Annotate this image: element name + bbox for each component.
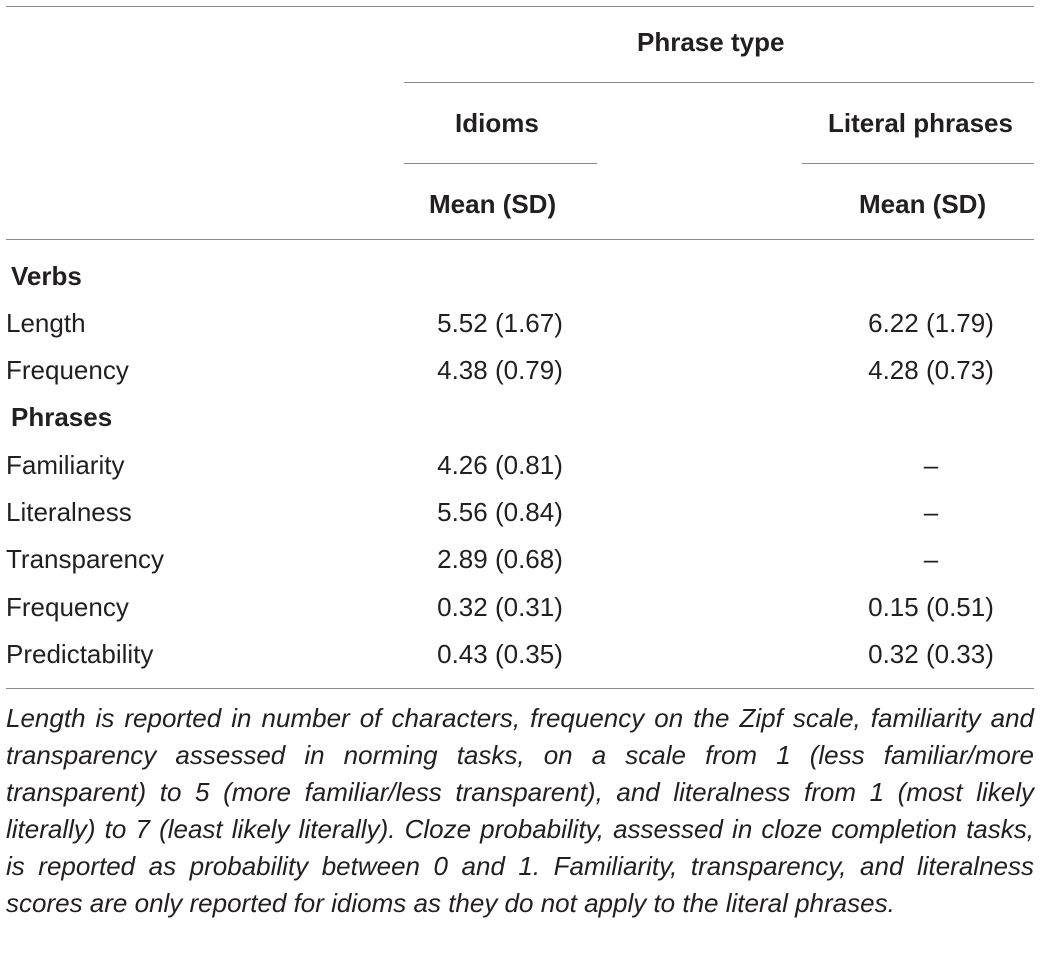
table-bottom-rule — [6, 688, 1034, 689]
row-label: Frequency — [6, 592, 129, 622]
idioms-value: 5.56 (0.84) — [437, 497, 563, 527]
idioms-header: Idioms — [455, 108, 539, 138]
literal-mean-sd-header: Mean (SD) — [859, 189, 987, 219]
top-rule — [6, 6, 1034, 7]
table-footnote: Length is reported in number of characters, frequency on the Zipf scale, familiarity and transparency assessed in norming tasks, on a scale from 1 (less familiar/more transparent) to 5 (more familiar/less transparent), and literalness from 1 (most likely literally) to 7 (least likely literally). Cloze probability, assessed in cloze completion tasks, is reported as probability between 0 and 1. Familiarity, transparency, and literalness scores are only reported for idioms as they do not apply to the literal phrases. — [6, 703, 1034, 918]
row-label: Frequency — [6, 355, 129, 385]
literal-value: 4.28 (0.73) — [868, 355, 994, 385]
phrase-type-header: Phrase type — [637, 27, 785, 57]
idioms-value: 2.89 (0.68) — [437, 544, 563, 574]
row-label: Predictability — [6, 639, 154, 669]
header-bottom-rule — [6, 239, 1034, 240]
idioms-value: 0.32 (0.31) — [437, 592, 563, 622]
literal-value: – — [923, 450, 939, 480]
idioms-value: 0.43 (0.35) — [437, 639, 563, 669]
row-label: Transparency — [6, 544, 164, 574]
row-label: Literalness — [6, 497, 132, 527]
idioms-value: 4.38 (0.79) — [437, 355, 563, 385]
idioms-value: 4.26 (0.81) — [437, 450, 563, 480]
group-header-rule — [404, 82, 1034, 83]
literal-value: 0.32 (0.33) — [868, 639, 994, 669]
row-label: Familiarity — [6, 450, 125, 480]
section-title-verbs: Verbs — [11, 261, 82, 291]
literal-value: 0.15 (0.51) — [868, 592, 994, 622]
literal-phrases-header: Literal phrases — [828, 108, 1013, 138]
row-label: Length — [6, 308, 86, 338]
idioms-mean-sd-header: Mean (SD) — [429, 189, 557, 219]
idioms-value: 5.52 (1.67) — [437, 308, 563, 338]
idioms-header-rule — [404, 163, 597, 164]
literal-value: – — [923, 544, 939, 574]
section-title-phrases: Phrases — [11, 402, 113, 432]
literal-value: 6.22 (1.79) — [868, 308, 994, 338]
literal-header-rule — [802, 163, 1034, 164]
literal-value: – — [923, 497, 939, 527]
